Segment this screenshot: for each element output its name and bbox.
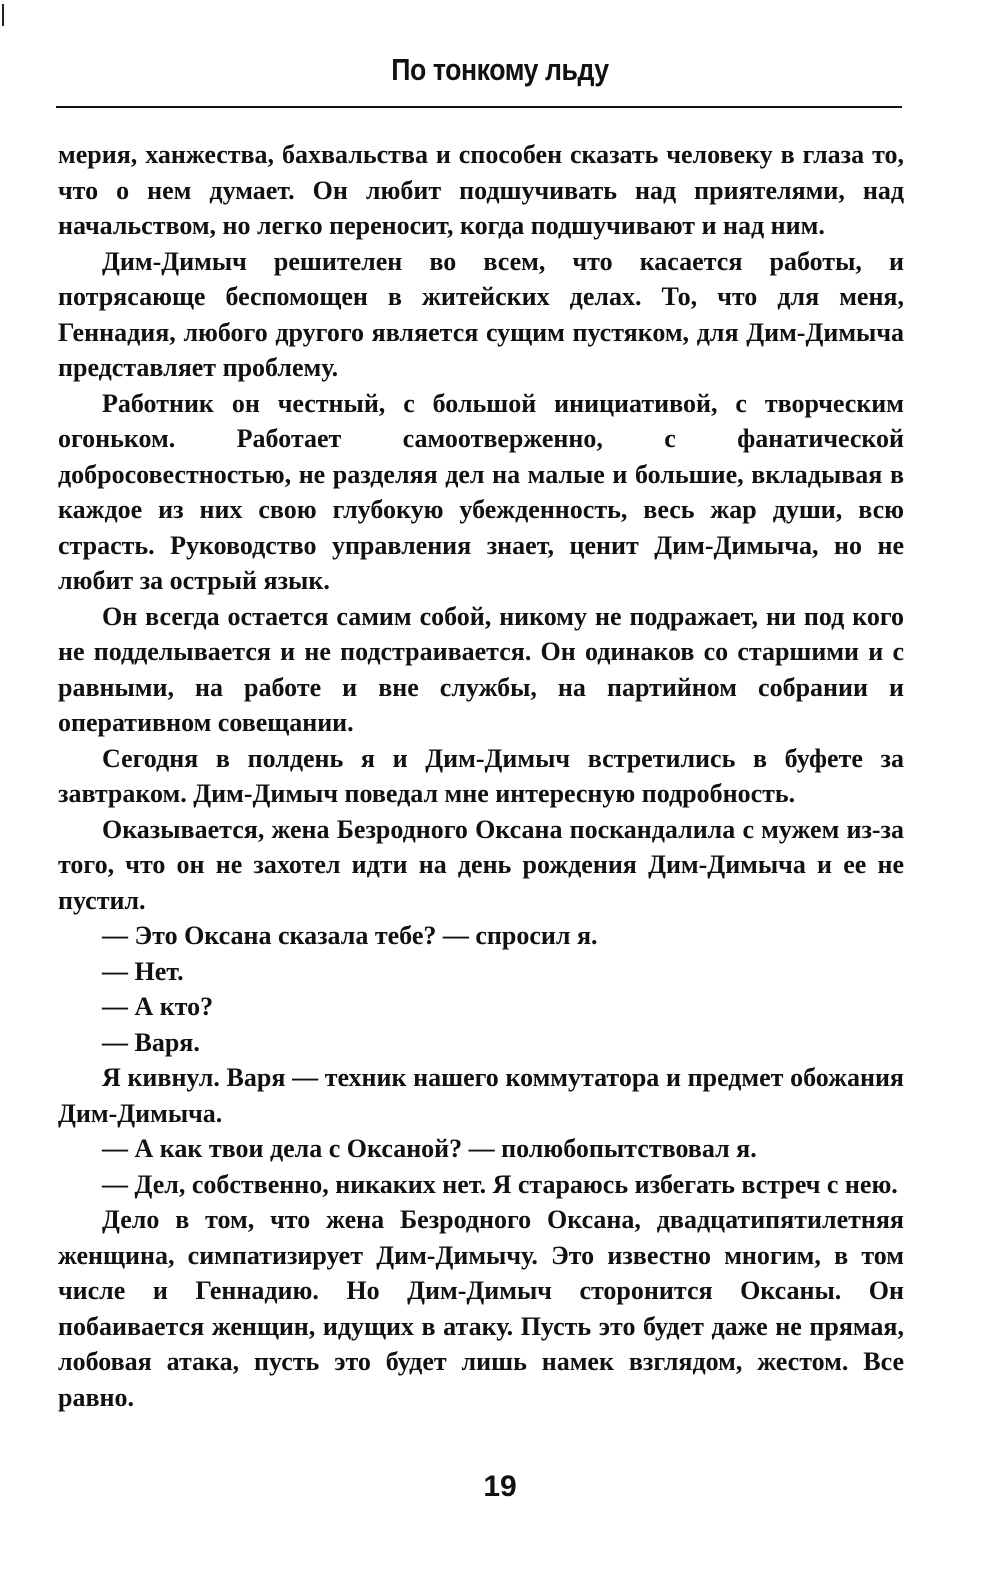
paragraph: Дим-Димыч решителен во всем, что касается работы, и потрясающе беспомощен в житейских делах. То, что для меня, Геннадия, любого другого является сущим пустяком, для Дим-Димыча представляет проблему. [58, 246, 904, 382]
dialogue-line: — А как твои дела с Оксаной? — полюбопытствовал я. [102, 1134, 757, 1163]
header-rule [56, 106, 902, 108]
paragraph: Оказывается, жена Безродного Оксана поскандалила с мужем из-за того, что он не захотел идти на день рождения Дим-Димыча и ее не пустил. [58, 814, 904, 915]
dialogue-line: — А кто? [102, 992, 214, 1021]
paragraph: Дело в том, что жена Безродного Оксана, двадцатипятилетняя женщина, симпатизирует Дим-Димычу. Это известно многим, в том числе и Геннадию. Но Дим-Димыч сторонится Оксаны. Он побаивается женщин, идущих в атаку. Пусть это будет даже не прямая, лобовая атака, пусть это будет лишь намек взглядом, жестом. Все равно. [58, 1205, 904, 1412]
paragraph: Я кивнул. Варя — техник нашего коммутатора и предмет обожания Дим-Димыча. [58, 1063, 904, 1128]
paragraph: Он всегда остается самим собой, никому не подражает, ни под кого не подделывается и не подстраивается. Он одинаков со старшими и с равными, на работе и вне службы, на партийном собрании и оперативном совещании. [58, 601, 904, 737]
dialogue-line: — Варя. [102, 1027, 200, 1057]
dialogue-line: — Нет. [102, 956, 184, 986]
paragraph: Работник он честный, с большой инициативой, с творческим огоньком. Работает самоотверженно, с фанатической добросовестностью, не разделяя дел на малые и большие, вкладывая в каждое из них свою глубокую убежденность, весь жар души, всю страсть. Руководство управления знает, ценит Дим-Димыча, но не любит за острый язык. [58, 388, 904, 595]
dialogue-line: — Это Оксана сказала тебе? — спросил я. [102, 921, 598, 950]
body-text [58, 137, 904, 1415]
running-title: По тонкому льду [391, 52, 609, 87]
paragraph-continued: мерия, ханжества, бахвальства и способен сказать человеку в глаза то, что о нем думает. Он любит подшучивать над приятелями, над начальством, но легко переносит, когда подшучивают и над ним. [58, 140, 904, 240]
dialogue-line: — Дел, собственно, никаких нет. Я стараюсь избегать встреч с нею. [102, 1169, 898, 1199]
page-number: 19 [483, 1470, 517, 1503]
paragraph: Сегодня в полдень я и Дим-Димыч встретились в буфете за завтраком. Дим-Димыч поведал мне интересную подробность. [58, 743, 904, 808]
scan-edge-mark [2, 4, 4, 26]
